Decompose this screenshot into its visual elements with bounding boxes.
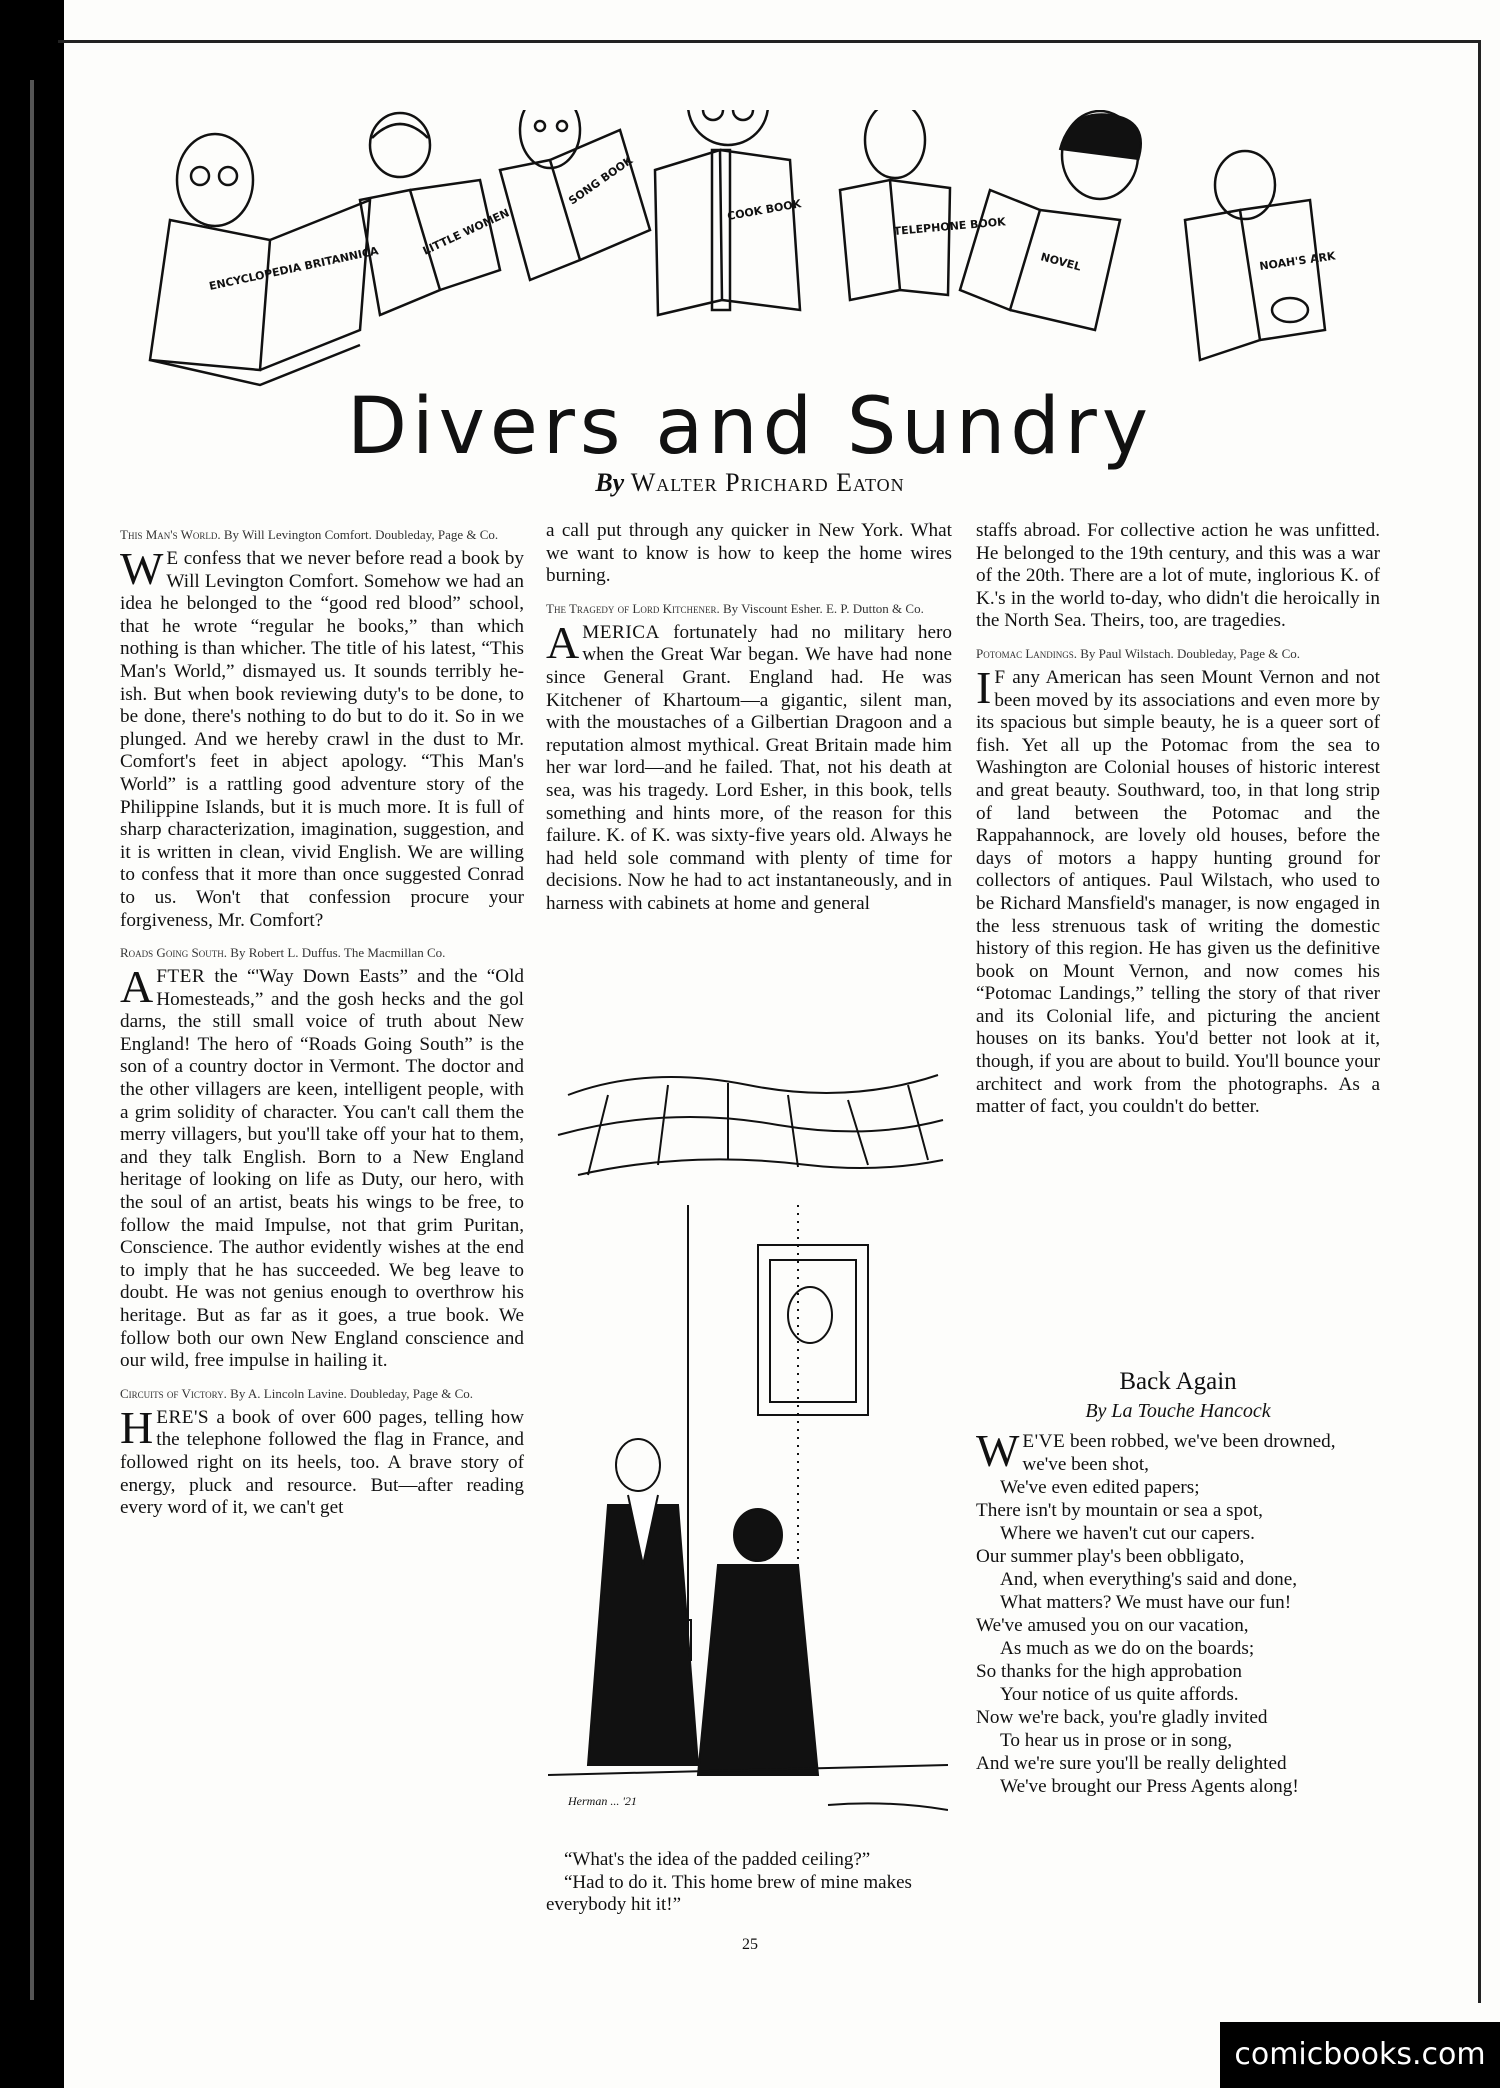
drop-cap: I [976,661,992,713]
review-body: AMERICA fortunately had no military hero when the Great War began. We have had none since General Grant. England had. He was Kitchener of Khartoum—a gigantic, silent man, with the moustaches of a Gilbertian Dragoon and a reputation almost mythical. Great Britain made him her war lord—and he failed. That, not his death at sea, was his tragedy. Lord Esher, in this book, tells something and hints more, of the reason for this failure. K. of K. was sixty-five years old. Always he had held sole command with plenty of time for decisions. Now he had to act instantaneously, and in harness with cabinets at home and general [546,616,952,914]
poem-line: Your notice of us quite affords. [1000,1684,1239,1705]
drop-cap: A [120,961,154,1013]
caption-line-1: “What's the idea of the padded ceiling?” [564,1849,871,1870]
poem-line: We've even edited papers; [1000,1477,1200,1498]
reader-little-women [360,113,500,315]
poem-line: As much as we do on the boards; [1000,1638,1255,1659]
review-body: HERE'S a book of over 600 pages, telling how the telephone followed the flag in France, and followed right on its heels, too. A brave story of energy, pluck and resource. But—after reading every word of it, we can't get [120,1401,524,1519]
review-heading: Roads Going South. By Robert L. Duffus. The Macmillan Co. [120,945,446,961]
poem-line: And, when everything's said and done, [1000,1569,1298,1590]
poem-line: Our summer play's been obbligato, [976,1546,1245,1567]
column-3 [976,520,1380,1133]
review-body: I F any American has seen Mount Vernon and not been moved by its associations and even more by its spacious but simple beauty, he is a queer sort of fish. Yet all up the Potomac from the sea to Washington are Colonial houses of historic interest and great beauty. Southward, too, in that long strip of land between the Potomac and the Rappahannock, are lovely old houses, before the days of motors a happy hunting ground for collectors of antiques. Paul Wilstach, who used to be Richard Mansfield's manager, is now engaged in the less strenuous task of writing the domestic history of this region. He has given us the definitive book on Mount Vernon, and now comes his “Potomac Landings,” telling the story of that river and its Colonial life, and picturing the ancient houses on its banks. You'd better not look at it, though, if you are about to build. You'll bounce your architect and work from the photographs. As a matter of fact, you couldn't do better. [976,661,1380,1118]
poem-line: So thanks for the high approbation [976,1661,1242,1682]
reader-telephone-book [840,110,950,300]
review-body: W E confess that we never before read a book by Will Levington Comfort. Somehow we had an idea he belonged to the “good red blood” school, that he wrote “regular he books,” than which nothing is than whicher. The title of his latest, “This Man's World,” dismayed us. It sounds terribly he-ish. But when book reviewing duty's to be done, to be done, there's nothing to do but to do it. So in we plunged. And we hereby crawl in the dust to Mr. Comfort's feet in abject apology. “This Man's World” is a rattling good adventure story of the Philippine Islands, but it is much more. It is full of sharp characterization, imagination, suggestion, and it is written in clean, vivid English. We are willing to confess that it more than once suggested Conrad to us. Won't that confession procure your forgiveness, Mr. Comfort? [120,543,524,931]
cartoon-illustration [548,1065,948,1835]
poem [976,1425,1380,1798]
poem-line: W E'VE been robbed, we've been drowned, we've been shot, [976,1425,1336,1476]
book-title-telephone-book: TELEPHONE BOOK [893,215,1007,238]
byline [0,468,1500,498]
review-body-continued: staffs abroad. For collective action he was unfitted. He belonged to the 19th century, and this was a war of the 20th. There are a lot of mute, inglorious K. of K.'s in the world to-day, who didn't die heroically in the North Sea. Theirs, too, are tragedies. [976,520,1380,632]
review-body: AFTER the “'Way Down Easts” and the “Old Homesteads,” and the gosh hecks and the gol darns, the still small voice of truth about New England! The hero of “Roads Going South” is the son of a country doctor in Vermont. The doctor and the other villagers are keen, intelligent people, with a grim solidity of character. You can't call them the merry villagers, but you'll take off your hat to them, and they talk English. Born to a New England heritage of looking on life as Duty, our hero, with the soul of an artist, beats his wings to be free, to follow the maid Impulse, not that grim Puritan, Conscience. The author evidently wishes at the end to imply that he has succeeded. We beg leave to doubt. He was not genius enough to overthrow his heritage. But as far as it goes, a true book. We follow both our own New England conscience and our wild, free impulse in hailing it. [120,961,524,1372]
review-heading: The Tragedy of Lord Kitchener. By Viscount Esher. E. P. Dutton & Co. [546,600,924,616]
byline-by: By [595,468,625,497]
page-number: 25 [742,1936,758,1953]
poem-line: There isn't by mountain or sea a spot, [976,1500,1263,1521]
caption-line-2: “Had to do it. This home brew of mine makes everybody hit it!” [546,1871,912,1916]
column-2 [546,520,952,930]
artist-signature: Herman ... '21 [568,1794,637,1808]
poem-author: By La Touche Hancock [1085,1400,1271,1422]
watermark: comicbooks.com [1220,2022,1500,2088]
drop-cap: A [546,616,580,668]
poem-line: What matters? We must have our fun! [1000,1592,1292,1613]
drop-cap: W [120,543,164,594]
poem-title: Back Again [1119,1368,1237,1395]
drop-cap: H [120,1401,154,1453]
byline-author: Walter Prichard Eaton [630,468,905,497]
poem-line: We've amused you on our vacation, [976,1615,1249,1636]
book-title-song-book: SONG BOOK [566,153,636,208]
column-1 [120,520,524,1534]
review-heading: This Man's World. By Will Levington Comfort. Doubleday, Page & Co. [120,527,499,542]
poem-line: We've brought our Press Agents along! [1000,1776,1299,1797]
page-edge-line [30,80,34,2000]
book-title-encyclopedia: ENCYCLOPEDIA BRITANNICA [207,244,380,293]
book-title-little-women: LITTLE WOMEN [420,206,512,258]
book-title-cook-book: COOK BOOK [726,197,803,223]
poem-line: And we're sure you'll be really delighted [976,1753,1287,1774]
book-title-noahs-ark: NOAH'S ARK [1258,249,1337,273]
drop-cap: W [976,1425,1020,1476]
article-title: Divers and Sundry [346,382,1154,472]
review-heading: Potomac Landings. By Paul Wilstach. Doubleday, Page & Co. [976,645,1300,661]
poem-line: To hear us in prose or in song, [1000,1730,1233,1751]
review-heading: Circuits of Victory. By A. Lincoln Lavine. Doubleday, Page & Co. [120,1385,474,1401]
book-title-novel: NOVEL [1039,250,1083,274]
poem-line: Now we're back, you're gladly invited [976,1707,1268,1728]
poem-line: Where we haven't cut our capers. [1000,1523,1255,1544]
page-gutter [0,0,64,2088]
review-body-continued: a call put through any quicker in New York. What we want to know is how to keep the home wires burning. [546,520,952,587]
cartoon-caption [546,1849,952,1917]
header-illustration [110,110,1410,400]
